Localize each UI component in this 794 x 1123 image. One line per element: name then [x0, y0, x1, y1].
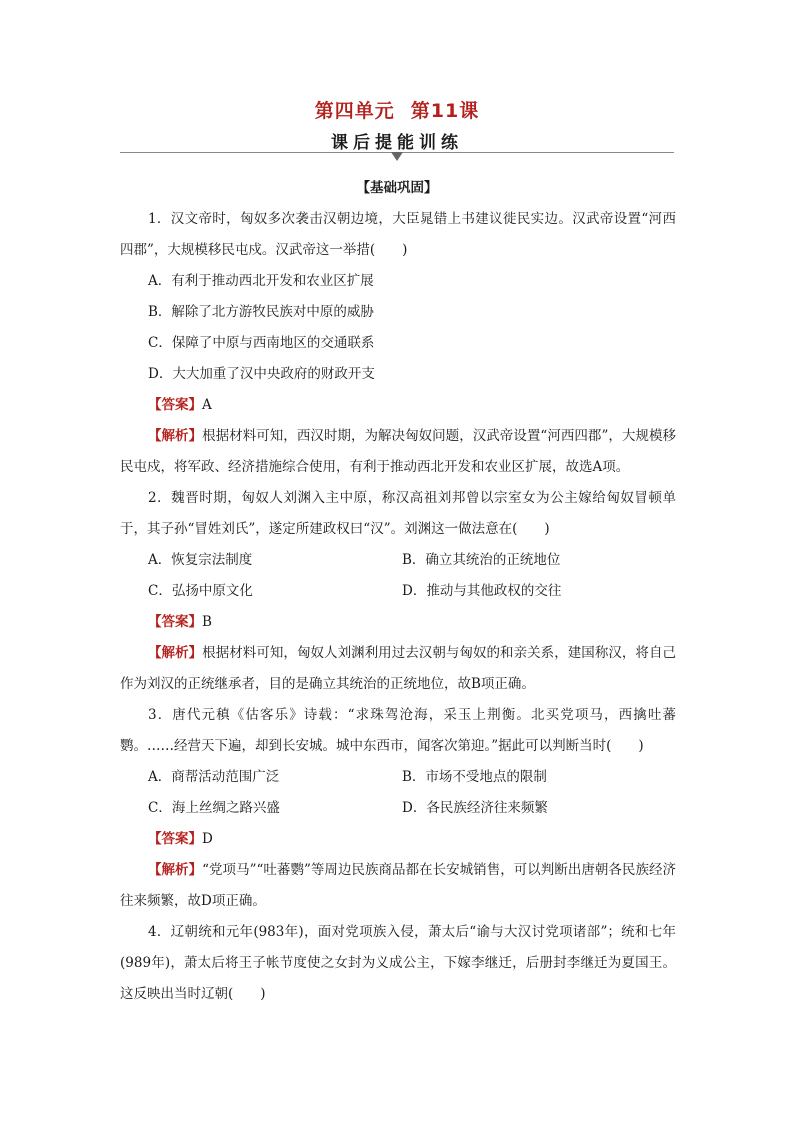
answer-value: B: [202, 614, 212, 630]
unit-lesson-title: [0, 96, 794, 123]
question-stem: 3．唐代元稹《估客乐》诗载：“求珠驾沧海，采玉上荆衡。北买党项马，西擒吐蕃鹦。……经营天下遍，却到长安城。城中东西市，闻客次第迎。”据此可以判断当时( ): [120, 707, 676, 754]
option-b: B．确立其统治的正统地位: [402, 552, 561, 568]
analysis-tag: 【解析】: [148, 862, 203, 878]
analysis-text: “党项马”“吐蕃鹦”等周边民族商品都在长安城销售，可以判断出唐朝各民族经济往来频繁，故D项正确。: [120, 862, 676, 909]
question-list: [120, 204, 676, 1010]
option-d: D．大大加重了汉中央政府的财政开支: [148, 366, 375, 382]
option-row: [120, 762, 676, 793]
option-b: B．市场不受地点的限制: [402, 769, 547, 785]
answer-line: [120, 390, 676, 421]
option-row: [120, 576, 676, 607]
option-row: [120, 793, 676, 824]
answer-value: D: [202, 831, 213, 847]
question-stem: 1．汉文帝时，匈奴多次袭击汉朝边境，大臣晁错上书建议徙民实边。汉武帝设置“河西四郡”，大规模移民屯戍。汉武帝这一举措( ): [120, 211, 676, 258]
option-c: C．弘扬中原文化: [148, 583, 253, 599]
analysis-tag: 【解析】: [148, 428, 203, 444]
option-a: A．恢复宗法制度: [148, 552, 253, 568]
answer-tag: 【答案】: [148, 831, 202, 847]
option-row: [120, 545, 676, 576]
option-d: D．各民族经济往来频繁: [402, 800, 548, 816]
divider-triangle-icon: [391, 152, 403, 161]
answer-value: A: [202, 397, 212, 413]
analysis-line: [120, 421, 676, 483]
section-heading: 【基础巩固】: [356, 180, 438, 196]
unit-title: 第四单元: [314, 100, 395, 122]
option-d: D．推动与其他政权的交往: [402, 583, 562, 599]
analysis-text: 根据材料可知，西汉时期，为解决匈奴问题，汉武帝设置“河西四郡”，大规模移民屯戍，将军政、经济措施综合使用，有利于推动西北开发和农业区扩展，故选A项。: [120, 428, 676, 475]
analysis-line: [120, 855, 676, 917]
answer-line: [120, 824, 676, 855]
lesson-title: 第11课: [410, 100, 480, 122]
answer-tag: 【答案】: [148, 397, 202, 413]
analysis-tag: 【解析】: [148, 645, 203, 661]
question-stem: 4．辽朝统和元年(983年)，面对党项族入侵，萧太后“谕与大汉讨党项诸部”；统和七年(989年)，萧太后将王子帐节度使之女封为义成公主，下嫁李继迁，后册封李继迁为夏国王。这反映出当时辽朝( ): [120, 924, 676, 1002]
option-a: A．商帮活动范围广泛: [148, 769, 280, 785]
page-subtitle: 课后提能训练: [331, 133, 463, 153]
analysis-text: 根据材料可知，匈奴人刘渊利用过去汉朝与匈奴的和亲关系，建国称汉，将自己作为刘汉的正统继承者，目的是确立其统治的正统地位，故B项正确。: [120, 645, 677, 692]
option-a: A．有利于推动西北开发和农业区扩展: [148, 273, 374, 289]
option-c: C．海上丝绸之路兴盛: [148, 800, 280, 816]
option-b: B．解除了北方游牧民族对中原的威胁: [148, 304, 374, 320]
answer-tag: 【答案】: [148, 614, 202, 630]
question-stem: 2．魏晋时期，匈奴人刘渊入主中原，称汉高祖刘邦曾以宗室女为公主嫁给匈奴冒顿单于，其子孙“冒姓刘氏”，遂定所建政权曰“汉”。刘渊这一做法意在( ): [120, 490, 676, 537]
answer-line: [120, 607, 676, 638]
analysis-line: [120, 638, 676, 700]
option-c: C．保障了中原与西南地区的交通联系: [148, 335, 375, 351]
